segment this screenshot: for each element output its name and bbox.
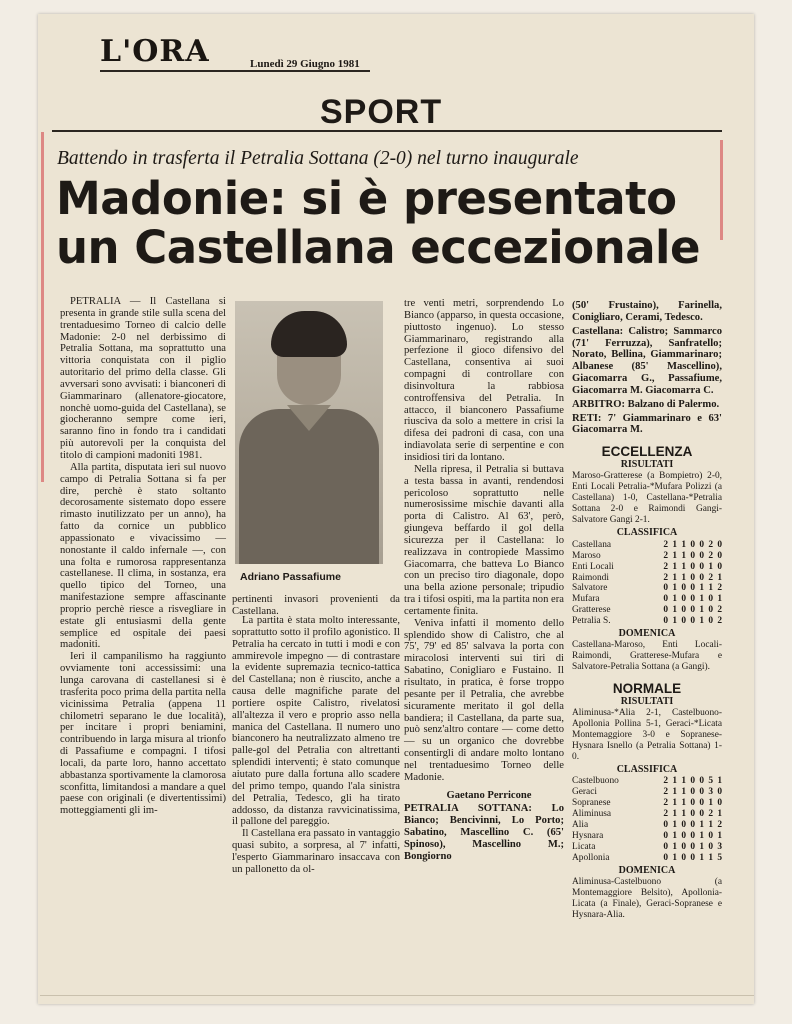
section-title: SPORT: [320, 93, 443, 131]
red-marker-left: [41, 132, 44, 482]
standings-value: 2: [717, 583, 722, 594]
standings-value: 0: [717, 787, 722, 798]
standings-value: 0: [708, 830, 713, 841]
standings-value: 0: [690, 798, 695, 809]
standings-value: 0: [717, 539, 722, 550]
team-name: Geraci: [572, 787, 597, 798]
headline-line-1: Madonie: si è presentato: [56, 172, 677, 225]
standings-value: 1: [672, 572, 677, 583]
standings-value: 0: [681, 616, 686, 627]
team-name: Maroso: [572, 550, 601, 561]
standings-value: 0: [690, 561, 695, 572]
standings-value: 0: [681, 820, 686, 831]
player-photo: [235, 301, 383, 564]
standings-row: [572, 798, 722, 809]
standings-value: 0: [717, 798, 722, 809]
team-name: Hysnara: [572, 830, 604, 841]
standings-value: 1: [672, 561, 677, 572]
eccellenza-next-matches: Castellana-Maroso, Enti Locali-Raimondi, Gratterese-Mufara e Salvatore-Petralia Sottana (a Gangi).: [572, 639, 722, 672]
standings-value: 1: [672, 605, 677, 616]
standings-value: 0: [708, 605, 713, 616]
team-name: Apollonia: [572, 852, 610, 863]
standings-value: 2: [663, 776, 668, 787]
standings-value: 3: [708, 787, 713, 798]
standings-value: 1: [681, 798, 686, 809]
standings-value: 1: [672, 539, 677, 550]
standings-row: [572, 853, 722, 864]
standings-value: 2: [663, 572, 668, 583]
standings-value: 2: [663, 798, 668, 809]
standings-value: 0: [708, 841, 713, 852]
standings-value: 1: [717, 809, 722, 820]
standings-value: 1: [699, 830, 704, 841]
article-column-1: [60, 296, 226, 817]
goals: RETI: 7' Giammarinaro e 63' Giacomarra M.: [572, 412, 722, 436]
standings-value: 0: [663, 605, 668, 616]
headline-line-2: un Castellana eccezionale: [56, 221, 700, 274]
standings-value: 0: [663, 852, 668, 863]
standings-row: [572, 787, 722, 798]
standings-value: 1: [681, 787, 686, 798]
standings-value: 0: [699, 572, 704, 583]
article-column-4: [572, 298, 722, 921]
photo-caption: Adriano Passafiume: [240, 571, 341, 583]
standings-value: 0: [699, 539, 704, 550]
standings-value: 0: [690, 809, 695, 820]
standings-value: 1: [672, 583, 677, 594]
article-column-3: [404, 298, 564, 863]
paragraph: La partita è stata molto interessante, soprattutto sotto il profilo agonistico. Il Petralia ha cercato in tutti i modi e con ammirevole impegno — di contrastare la evidente supremazia tecnico-tattica del Castellana; non è riuscito, anche a causa delle magnifiche parate del portiere ospite Calistro, rivelatosi all'altezza il vero e proprio asso nella manica del Castellana. Il numero uno bianconero ha neutralizzato almeno tre palle-gol del Petralia con altrettanti splendidi interventi; è stato comunque aiutato pure dalla fortuna allo scadere del primo tempo, quando l'ala sinistra del Petralia, Tedesco, gli ha tirato addosso, da distanza ravvicinatissima, il pallone del pareggio.: [232, 615, 400, 828]
standings-row: [572, 616, 722, 627]
standings-value: 1: [717, 776, 722, 787]
team-name: Licata: [572, 841, 596, 852]
standings-value: 0: [690, 787, 695, 798]
standings-value: 1: [672, 852, 677, 863]
standings-value: 1: [672, 787, 677, 798]
paragraph: Nella ripresa, il Petralia si buttava a testa bassa in avanti, rendendosi pericoloso soprattutto nelle numerosissime mischie davanti alla porta di Calistro. Al 63', però, giungeva beffardo il gol della sicurezza per il Castellana: lo realizzava in contropiede Massimo Giacomarra, che batteva Lo Bianco con un preciso tiro diagonale, dopo una bella azione personale; tripudio tra i tifosi ospiti, ma la partita non era certamente finita.: [404, 463, 564, 617]
photo-body: [239, 409, 379, 564]
lineup-petralia-cont: (50' Frustaino), Farinella, Conigliaro, Cerami, Tedesco.: [572, 300, 722, 323]
standings-value: 1: [672, 594, 677, 605]
issue-date: Lunedì 29 Giugno 1981: [250, 58, 360, 70]
standings-row: [572, 573, 722, 584]
paragraph: Ieri il campanilismo ha raggiunto ovviamente toni accessissimi: una lunga carovana di castellanesi si è trasferita poco prima della partita nella vicinissima Petralia (appena 11 chilometri separano le due località), per incitare i propri beniamini, contribuendo in larga misura al trionfo di Passafiume e compagni. I tifosi locali, da parte loro, hanno accettato abbastanza sportivamente la clamorosa sconfitta, limitandosi a mandare a quel paese con originali (e divertentissimi) motteggiamenti gli im-: [60, 651, 226, 817]
photo-hair: [271, 311, 347, 357]
article-kicker: Battendo in trasferta il Petralia Sottana (2-0) nel turno inaugurale: [57, 148, 579, 169]
standings-value: 0: [663, 841, 668, 852]
standings-value: 0: [663, 583, 668, 594]
standings-value: 1: [708, 798, 713, 809]
normale-results-label: RISULTATI: [620, 695, 674, 707]
standings-value: 5: [717, 852, 722, 863]
standings-value: 2: [663, 550, 668, 561]
standings-value: 1: [699, 852, 704, 863]
standings-row: [572, 605, 722, 616]
standings-value: 2: [717, 605, 722, 616]
byline: Gaetano Perricone: [446, 789, 532, 801]
standings-value: 1: [672, 841, 677, 852]
standings-value: 0: [717, 550, 722, 561]
standings-value: 1: [672, 820, 677, 831]
team-name: Castellana: [572, 539, 612, 550]
paragraph: Veniva infatti il momento dello splendido show di Calistro, che al 75', 79' ed 85' salvava la porta con miracolosi interventi sui tiri di Sabatino, Conigliaro e Fustaino. Il risultato, in pratica, è forse troppo pesante per il Petralia, che avrebbe sicuramente meritato il gol della bandiera; il Castellana, da parte sua, può senz'altro contare — come detto — su un organico che dovrebbe consentirgli di andare molto lontano nel trentaduesimo Torneo delle Madonie.: [404, 617, 564, 783]
paragraph: Il Castellana era passato in vantaggio quasi subito, a sorpresa, al 7' infatti, l'esperto Giammarinaro insaccava con un pallonetto da ol-: [232, 828, 400, 875]
team-name: Raimondi: [572, 572, 609, 583]
standings-value: 0: [699, 809, 704, 820]
paragraph: tre venti metri, sorprendendo Lo Bianco (apparso, in questa occasione, piuttosto ingenuo). Lo stesso Giammarinaro, registrando alla perfezione il gioco difensivo del Castellana, consentiva ai suoi compagni di controllare con disinvoltura la rabbiosa controffensiva del Petralia. In attacco, il bianconero Passafiume riusciva da solo a mettere in crisi la difesa dei padroni di casa, con una indiavolata serie di serpentine e con insidiosi tiri da lontano.: [404, 298, 564, 463]
standings-value: 0: [681, 605, 686, 616]
standings-value: 1: [699, 605, 704, 616]
standings-row: [572, 776, 722, 787]
standings-value: 1: [672, 798, 677, 809]
normale-next-label: DOMENICA: [618, 864, 676, 876]
lineup-petralia: PETRALIA SOTTANA: Lo Bianco; Bencivinni, Lo Porto; Sabatino, Mascellino C. (65' Spinoso), Mascellino M.; Bongiorno: [404, 803, 564, 862]
eccellenza-standings-table: [572, 540, 722, 627]
normale-results: Aliminusa-*Alia 2-1, Castelbuono-Apollonia Pollina 5-1, Geraci-*Licata Montemaggiore 3-0 e Sopranese-Hysnara Isnello (a Petralia Sottana) 1-0.: [572, 707, 722, 762]
article-headline: [56, 174, 716, 272]
standings-value: 2: [663, 809, 668, 820]
standings-value: 0: [699, 561, 704, 572]
standings-value: 1: [708, 820, 713, 831]
standings-value: 2: [708, 572, 713, 583]
standings-value: 2: [708, 539, 713, 550]
standings-value: 0: [663, 594, 668, 605]
standings-value: 0: [699, 550, 704, 561]
eccellenza-title: ECCELLENZA: [601, 444, 693, 460]
normale-standings-label: CLASSIFICA: [616, 763, 678, 775]
standings-value: 0: [681, 594, 686, 605]
standings-value: 0: [681, 852, 686, 863]
standings-value: 0: [699, 776, 704, 787]
article-column-2: [232, 615, 400, 876]
standings-value: 0: [699, 787, 704, 798]
standings-value: 1: [681, 776, 686, 787]
standings-value: 1: [717, 572, 722, 583]
standings-value: 0: [681, 583, 686, 594]
team-name: Mufara: [572, 594, 600, 605]
standings-value: 0: [708, 616, 713, 627]
standings-value: 1: [681, 809, 686, 820]
standings-row: [572, 551, 722, 562]
lineup-castellana: Castellana: Calistro; Sammarco (71' Ferruzza), Sanfratello; Norato, Bellina, Giammarinaro; Albanese (85' Mascellino), Giacomarra G., Passafiume, Giacomarra M. Giacomarra C.: [572, 325, 722, 396]
standings-row: [572, 562, 722, 573]
standings-value: 0: [690, 616, 695, 627]
standings-value: 2: [717, 616, 722, 627]
masthead: [100, 34, 370, 78]
standings-value: 2: [663, 787, 668, 798]
standings-value: 0: [690, 841, 695, 852]
team-name: Alia: [572, 820, 589, 831]
standings-row: [572, 842, 722, 853]
standings-value: 0: [690, 830, 695, 841]
standings-value: 2: [708, 550, 713, 561]
standings-row: [572, 583, 722, 594]
clipping-edge: [40, 995, 754, 996]
standings-value: 0: [681, 841, 686, 852]
standings-value: 1: [699, 820, 704, 831]
standings-value: 0: [708, 594, 713, 605]
standings-value: 0: [690, 605, 695, 616]
standings-value: 0: [690, 852, 695, 863]
standings-value: 0: [681, 830, 686, 841]
standings-value: 1: [699, 583, 704, 594]
standings-row: [572, 831, 722, 842]
standings-value: 0: [690, 594, 695, 605]
team-name: Petralia S.: [572, 616, 611, 627]
standings-value: 3: [717, 841, 722, 852]
normale-next-matches: Aliminusa-Castelbuono (a Montemaggiore Belsito), Apollonia-Licata (a Finale), Geraci-Sopranese e Hysnara-Alia.: [572, 876, 722, 920]
standings-value: 1: [708, 852, 713, 863]
standings-value: 2: [717, 820, 722, 831]
standings-value: 1: [681, 550, 686, 561]
standings-row: [572, 594, 722, 605]
standings-value: 0: [690, 539, 695, 550]
standings-value: 1: [699, 841, 704, 852]
referee: ARBITRO: Balzano di Palermo.: [572, 398, 720, 410]
standings-value: 1: [681, 572, 686, 583]
team-name: Castelbuono: [572, 776, 619, 787]
standings-value: 1: [708, 561, 713, 572]
standings-value: 0: [690, 776, 695, 787]
paragraph: Alla partita, disputata ieri sul nuovo campo di Petralia Sottana si fa per dire, perchè è stato soltanto decorosamente sistemato dopo essere rimasto inutilizzato per un anno), ha fatto da cornice un pubblico appassionato e vivacissimo — nonostante il caldo infernale —, con una folta e rumorosa rappresentanza castellanese. Il clima, in sostanza, era quello tipico del Torneo, una manifestazione sempre affascinante proprio perchè riesce a risvegliare in estate gli entusiasmi della gente semplice ed ospitale dei paesi madoniti.: [60, 461, 226, 651]
standings-value: 1: [672, 830, 677, 841]
standings-value: 1: [672, 776, 677, 787]
paragraph: pertinenti invasori provenienti da Castellana.: [232, 594, 400, 617]
standings-row: [572, 820, 722, 831]
standings-value: 1: [699, 594, 704, 605]
normale-standings-table: [572, 776, 722, 863]
eccellenza-results-label: RISULTATI: [620, 459, 674, 471]
standings-value: 1: [717, 830, 722, 841]
standings-value: 0: [690, 550, 695, 561]
standings-value: 1: [708, 583, 713, 594]
paragraph: PETRALIA — Il Castellana si presenta in grande stile sulla scena del trentaduesimo Torneo di calcio delle Madonie: 2-0 nel derbissimo di Petralia Sottana, ma soprattutto una vittoria conquistata con il piglio autoritario del primo della classe. Gli avversari sono avvisati: i bianconeri di Giammarinaro (allenatore-giocatore, nonchè uomo-guida del Castellana), se giocheranno sempre come ieri, saranno fino in fondo tra i candidati più autorevoli per la conquista del titolo di campioni madoniti 1981.: [60, 296, 226, 461]
standings-value: 0: [663, 820, 668, 831]
eccellenza-standings-label: CLASSIFICA: [616, 526, 678, 538]
team-name: Salvatore: [572, 583, 608, 594]
standings-value: 0: [690, 820, 695, 831]
standings-row: [572, 540, 722, 551]
team-name: Aliminusa: [572, 809, 612, 820]
standings-value: 0: [663, 616, 668, 627]
standings-value: 0: [663, 830, 668, 841]
team-name: Enti Locali: [572, 561, 614, 572]
standings-value: 2: [663, 561, 668, 572]
standings-value: 1: [681, 561, 686, 572]
standings-value: 1: [672, 809, 677, 820]
standings-value: 0: [699, 798, 704, 809]
standings-value: 0: [717, 561, 722, 572]
standings-value: 1: [717, 594, 722, 605]
standings-value: 5: [708, 776, 713, 787]
standings-value: 2: [708, 809, 713, 820]
eccellenza-results: Maroso-Gratterese (a Bompietro) 2-0, Enti Locali Petralia-*Mufara Polizzi (a Castellana) 1-0, Castellana-*Petralia Sottana 2-0 e Raimondi Gangi-Salvatore Gangi 2-1.: [572, 470, 722, 525]
normale-title: NORMALE: [612, 680, 682, 696]
masthead-rule: [100, 70, 370, 72]
standings-value: 1: [672, 550, 677, 561]
standings-value: 0: [690, 572, 695, 583]
section-rule: [52, 130, 722, 132]
red-marker-right: [720, 140, 723, 240]
standings-row: [572, 809, 722, 820]
standings-value: 1: [699, 616, 704, 627]
eccellenza-next-label: DOMENICA: [618, 628, 676, 640]
standings-value: 1: [681, 539, 686, 550]
team-name: Sopranese: [572, 798, 611, 809]
standings-value: 1: [672, 616, 677, 627]
newspaper-logo: L'ORA: [100, 34, 210, 69]
standings-value: 0: [690, 583, 695, 594]
standings-value: 2: [663, 539, 668, 550]
team-name: Gratterese: [572, 605, 611, 616]
